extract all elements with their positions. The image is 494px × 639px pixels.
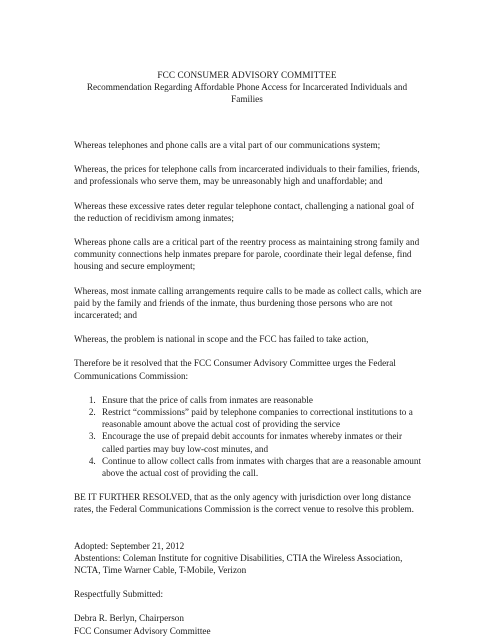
document-header: [70, 69, 424, 106]
signer-org: FCC Consumer Advisory Committee: [74, 625, 211, 636]
whereas-clause-6: Whereas, the problem is national in scope and the FCC has failed to take action,: [74, 334, 369, 345]
recommendation-item: 4. Continue to allow collect calls from inmates with charges that are a reasonable amount above the actual cost of providing the call.: [98, 455, 424, 479]
whereas-clause-3: Whereas these excessive rates deter regular telephone contact, challenging a national goal of the reduction of recidivism among inmates;: [74, 200, 415, 223]
abstentions: Abstentions: Coleman Institute for cognitive Disabilities, CTIA the Wireless Association, NCTA, Time Warner Cable, T-Mobile, Verizon: [74, 552, 403, 576]
whereas-clause-2: Whereas, the prices for telephone calls from incarcerated individuals to their families, friends, and professionals who serve them, may be unreasonably high and unaffordable; and: [74, 164, 420, 187]
adopted-date: Adopted: September 21, 2012: [74, 540, 185, 551]
recommendation-item: 1. Ensure that the price of calls from inmates are reasonable: [98, 394, 424, 406]
whereas-clause-5: Whereas, most inmate calling arrangements require calls to be made as collect calls, which are paid by the family and friends of the inmate, thus burdening those persons who are not incarcerated; and: [74, 285, 422, 321]
submitted-label: Respectfully Submitted:: [74, 589, 164, 600]
whereas-clause-4: Whereas phone calls are a critical part of the reentry process as maintaining strong family and community connections help inmates prepare for parole, coordinate their legal defense, find housing and secure employment;: [74, 237, 420, 272]
document-body: [74, 139, 424, 637]
further-resolved: BE IT FURTHER RESOLVED, that as the only agency with jurisdiction over long distance rates, the Federal Communications Commission is the correct venue to resolve this problem.: [74, 492, 414, 515]
recommendation-item: 3. Encourage the use of prepaid debit accounts for inmates whereby inmates or their called parties may buy low-cost minutes, and: [98, 430, 424, 454]
signer-name: Debra R. Berlyn, Chairperson: [74, 613, 184, 624]
recommendation-item: 2. Restrict “commissions” paid by telephone companies to correctional institutions to a reasonable amount above the actual cost of providing the service: [98, 406, 424, 430]
document-subtitle: Recommendation Regarding Affordable Phone Access for Incarcerated Individuals and Families: [86, 82, 408, 105]
recommendation-list: [74, 394, 424, 479]
document-title: FCC CONSUMER ADVISORY COMMITTEE: [157, 70, 337, 80]
resolved-intro: Therefore be it resolved that the FCC Consumer Advisory Committee urges the Federal Communications Commission:: [74, 358, 396, 381]
whereas-clause-1: Whereas telephones and phone calls are a vital part of our communications system;: [74, 140, 381, 150]
